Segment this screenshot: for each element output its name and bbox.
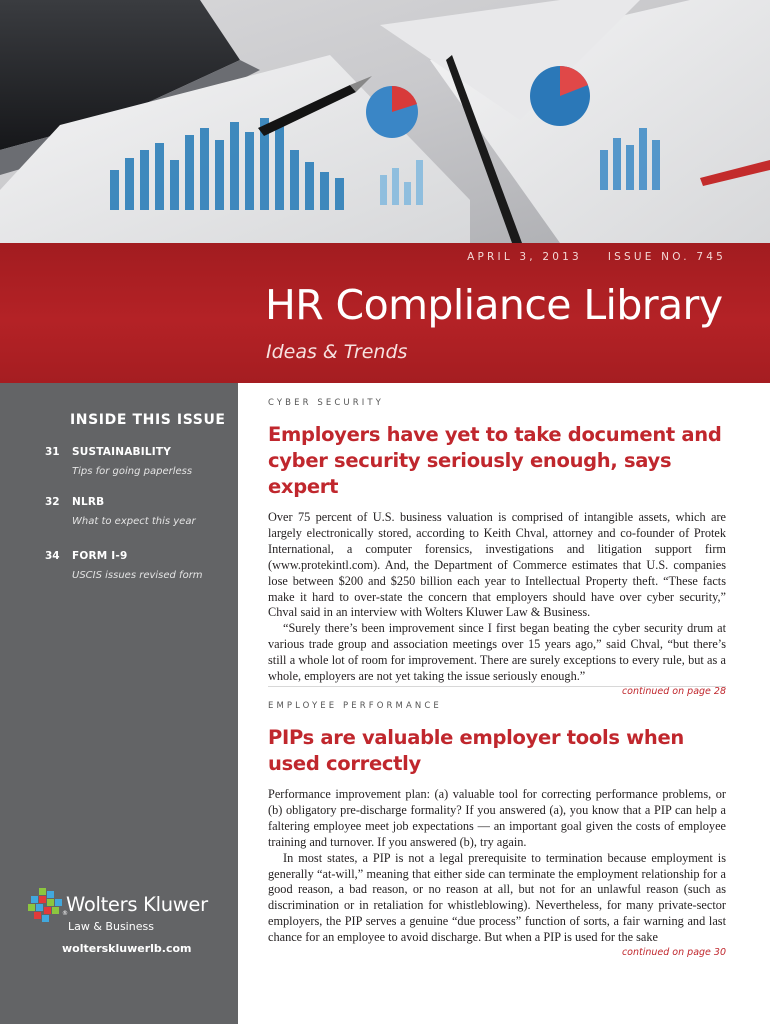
article-kicker: EMPLOYEE PERFORMANCE (268, 701, 442, 711)
toc-heading: INSIDE THIS ISSUE (70, 412, 226, 428)
wolters-kluwer-logo-icon (28, 888, 62, 922)
website-link[interactable]: wolterskluwerlb.com (62, 942, 192, 955)
toc-page-number: 34 (45, 550, 60, 562)
article-headline[interactable]: Employers have yet to take document and cyber security seriously enough, says expert (268, 423, 722, 498)
toc-item-title: NLRB (72, 496, 105, 508)
article-paragraph: Over 75 percent of U.S. business valuation is comprised of intangible assets, which are largely electronically stored, according to Keith Chval, attorney and co-founder of Protek International, a computer forensics, investigations and litigation support firm (www.protekintl.com). And, the Department of Commerce estimates that U.S. companies lose between $200 and $250 billion each year to Intellectual Property theft. “These facts make it hard to over-state the concern that employers should have over cyber security,” Chval said in an interview with Wolters Kluwer Law & Business. (268, 510, 726, 620)
issue-date: APRIL 3, 2013 (467, 251, 582, 263)
issue-number: ISSUE NO. 745 (607, 251, 726, 263)
publication-subtitle: Ideas & Trends (266, 341, 408, 363)
toc-item-description: USCIS issues revised form (72, 570, 203, 581)
article-paragraph: In most states, a PIP is not a legal prerequisite to termination because employment is generally “at-will,” meaning that either side can terminate the employment relationship for a good reason, a bad reason, or no reason at all, but not for an unlawful reason (such as discrimination or in retaliation for whistleblowing). Nevertheless, for many private-sector employers, the PIP serves a genuine “due process” function of sorts, a fair warning and last chance for an employee to avoid discharge. But when a PIP is used for the sake (268, 850, 726, 945)
publication-title: HR Compliance Library (265, 281, 723, 329)
article-body (268, 510, 726, 685)
article-cyber-security (268, 398, 726, 697)
toc-page-number: 32 (45, 496, 60, 508)
issue-line (467, 251, 726, 263)
toc-item-description: Tips for going paperless (72, 466, 193, 477)
logo-tagline: Law & Business (68, 920, 154, 933)
article-paragraph: Performance improvement plan: (a) valuable tool for correcting performance problems, or (b) obligatory pre-discharge formality? If you answered (a), you know that a PIP can help a faltering employee meet job expectations — an important goal given the costs of employee training and turnover. If you answered (b), try again. (268, 787, 726, 849)
sidebar (0, 383, 238, 1024)
article-employee-performance (268, 701, 726, 958)
article-kicker: CYBER SECURITY (268, 398, 384, 408)
desk-with-charts-photo (0, 0, 770, 243)
article-headline[interactable]: PIPs are valuable employer tools when used correctly (268, 726, 684, 775)
wolters-kluwer-logo[interactable] (28, 886, 228, 946)
article-paragraph: “Surely there’s been improvement since I first began beating the cyber security drum at various trade group and association meetings over 15 years ago,” said Chval, “but there’s still a whole lot of room for improvement. There are surely exceptions to every rule, but as a whole, employers are not yet taking the issue seriously enough.” (268, 621, 726, 684)
logo-name: Wolters Kluwer (66, 893, 208, 916)
continued-link[interactable]: continued on page 28 (621, 685, 726, 697)
registered-mark: ® (62, 910, 68, 917)
header-photo (0, 0, 770, 243)
article-body (268, 787, 726, 946)
continued-link[interactable]: continued on page 30 (621, 947, 726, 959)
toc-item-title: SUSTAINABILITY (72, 446, 172, 458)
toc-page-number: 31 (45, 446, 60, 458)
title-band (0, 243, 770, 383)
toc-item-description: What to expect this year (72, 516, 196, 527)
article-divider (268, 686, 726, 687)
toc-item-title: FORM I-9 (72, 550, 128, 562)
